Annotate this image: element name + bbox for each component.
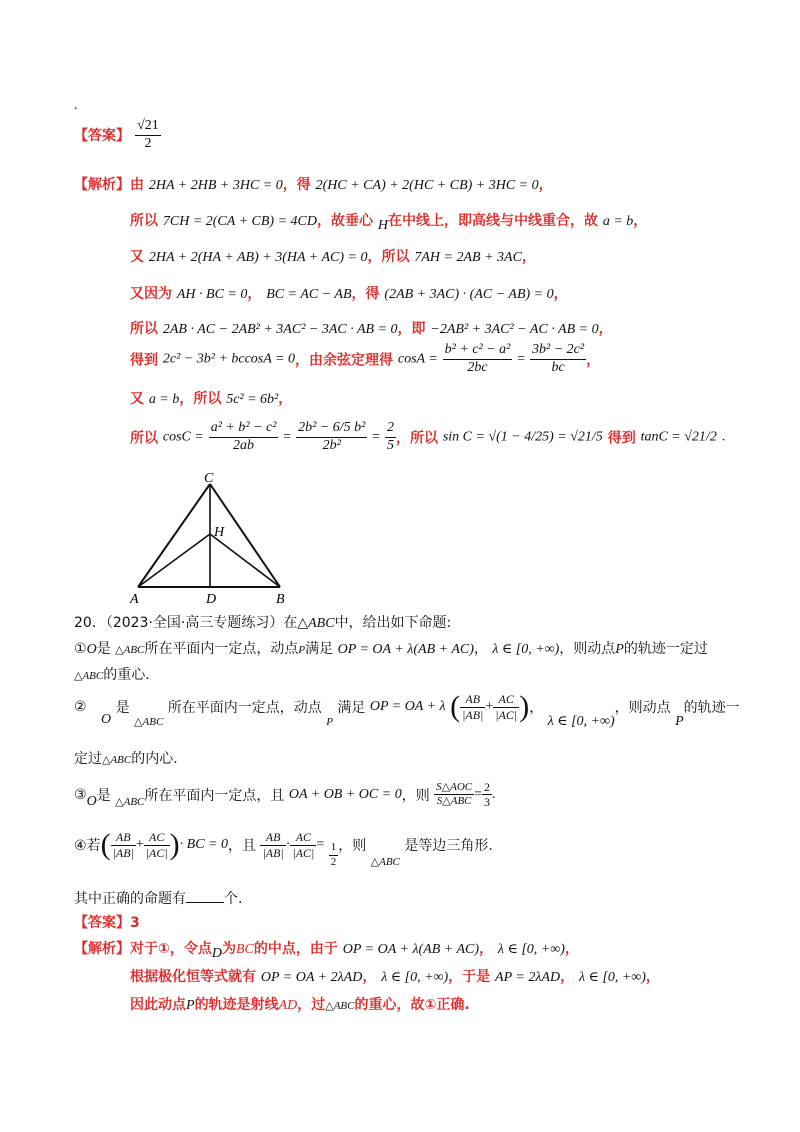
q20-prop-2: ② O 是 $_{\triangle ABC}$ 所在平面内一定点，动点 $_P$ 满足 OP = OA + λ ( $\frac{AB}{|AB|}$ + $\frac{AC}{|AC|}$ )， λ ∈ [0, +∞)，则动点 P的轨迹一 [74,690,740,729]
q20-prop-1: ①O是 △ABC所在平面内一定点，动点P满足 OP = OA + λ(AB + AC)， λ ∈ [0, +∞)，则动点P的轨迹一定过 [74,641,708,657]
analysis-2-line-3: 因此动点P的轨迹是射线AD，过△ABC的重心，故①正确. [130,997,470,1013]
analysis-1-line-4: 又因为 AH · BC = 0， BC = AC − AB，得 (2AB + 3AC) · (AC − AB) = 0， [130,286,568,302]
stray-dot: . [74,98,78,113]
analysis-1-line-8: 所以 cosC = $\frac{\text{a² + b² − c²}}{2ab}$ = $\frac{\text{2b² − 6/5 b²}}{\text{2b²}}$ = $\frac{2}{5}$ ，所以 sin C = √(1 − 4/25) = √21/5 得到 tanC = √21/2 . [130,420,726,453]
label-d: D [206,592,217,607]
label-h: H [214,525,225,540]
label-b: B [276,592,285,607]
q20-prop-3: ③O是 $_{\triangle ABC}$所在平面内一定点，且 OA + OB + OC = 0，则 $\frac{\text{S△AOC}}{\text{S△ABC}}$ = $\frac{2}{3}$ . [74,780,496,810]
analysis-2-line-1: 【解析】对于①，令点D为BC的中点，由于 OP = OA + λ(AB + AC)， λ ∈ [0, +∞)， [74,941,579,961]
label-a: A [130,592,139,607]
analysis-1-line-2: 所以 7CH = 2(CA + CB) = 4CD，故垂心 H在中线上，即高线与中线重合，故 a = b， [130,213,648,233]
answer-tag: 【答案】 [74,127,130,144]
q20-header: 20．（2023·全国·高三专题练习）在△ABC中，给出如下命题: [74,615,452,631]
analysis-1-line-1: 【解析】由 2HA + 2HB + 3HC = 0，得 2(HC + CA) + 2(HC + CB) + 3HC = 0， [74,177,553,193]
q20-prop-1-cont: △ABC的重心. [74,667,150,683]
analysis-1-line-5: 所以 2AB · AC − 2AB² + 3AC² − 3AC · AB = 0，即 −2AB² + 3AC² − AC · AB = 0， [130,321,613,337]
analysis-1-line-7: 又 a = b，所以 5c² = 6b²， [130,391,293,407]
answer-blank [186,890,224,903]
answer-value: $\frac{√21}{2}$ [137,118,159,151]
segment-bh [210,534,280,587]
analysis-1-line-6: 得到 2c² − 3b² + bccosA = 0，由余弦定理得 cosA = $\frac{\text{b² + c² − a²}}{2bc}$ = $\frac{\text{3b² − 2c²}}{bc}$ ， [130,342,601,375]
triangle-figure [124,470,294,610]
label-c: C [204,471,214,486]
analysis-2-line-2: 根据极化恒等式就有 OP = OA + 2λAD， λ ∈ [0, +∞)，于是 AP = 2λAD， λ ∈ [0, +∞)， [130,969,660,985]
q20-question: 其中正确的命题有 个. [74,891,243,907]
answer-2: 【答案】3 [74,915,140,931]
q20-prop-4: ④若( $\frac{AB}{|AB|}$ + $\frac{AC}{|AC|}$ )· BC = 0，且 $\frac{AB}{|AB|}$ · $\frac{AC}{|AC|}$ = $\frac{1}{2}$ ，则 $_{\triangle ABC}$ 是等边三角形. [74,828,493,868]
answer-1 [74,118,161,153]
segment-ah [138,534,210,587]
analysis-1-line-3: 又 2HA + 2(HA + AB) + 3(HA + AC) = 0，所以 7AH = 2AB + 3AC， [130,249,536,265]
q20-prop-2-cont: 定过△ABC的内心. [74,751,178,767]
edge-ca [138,484,210,587]
